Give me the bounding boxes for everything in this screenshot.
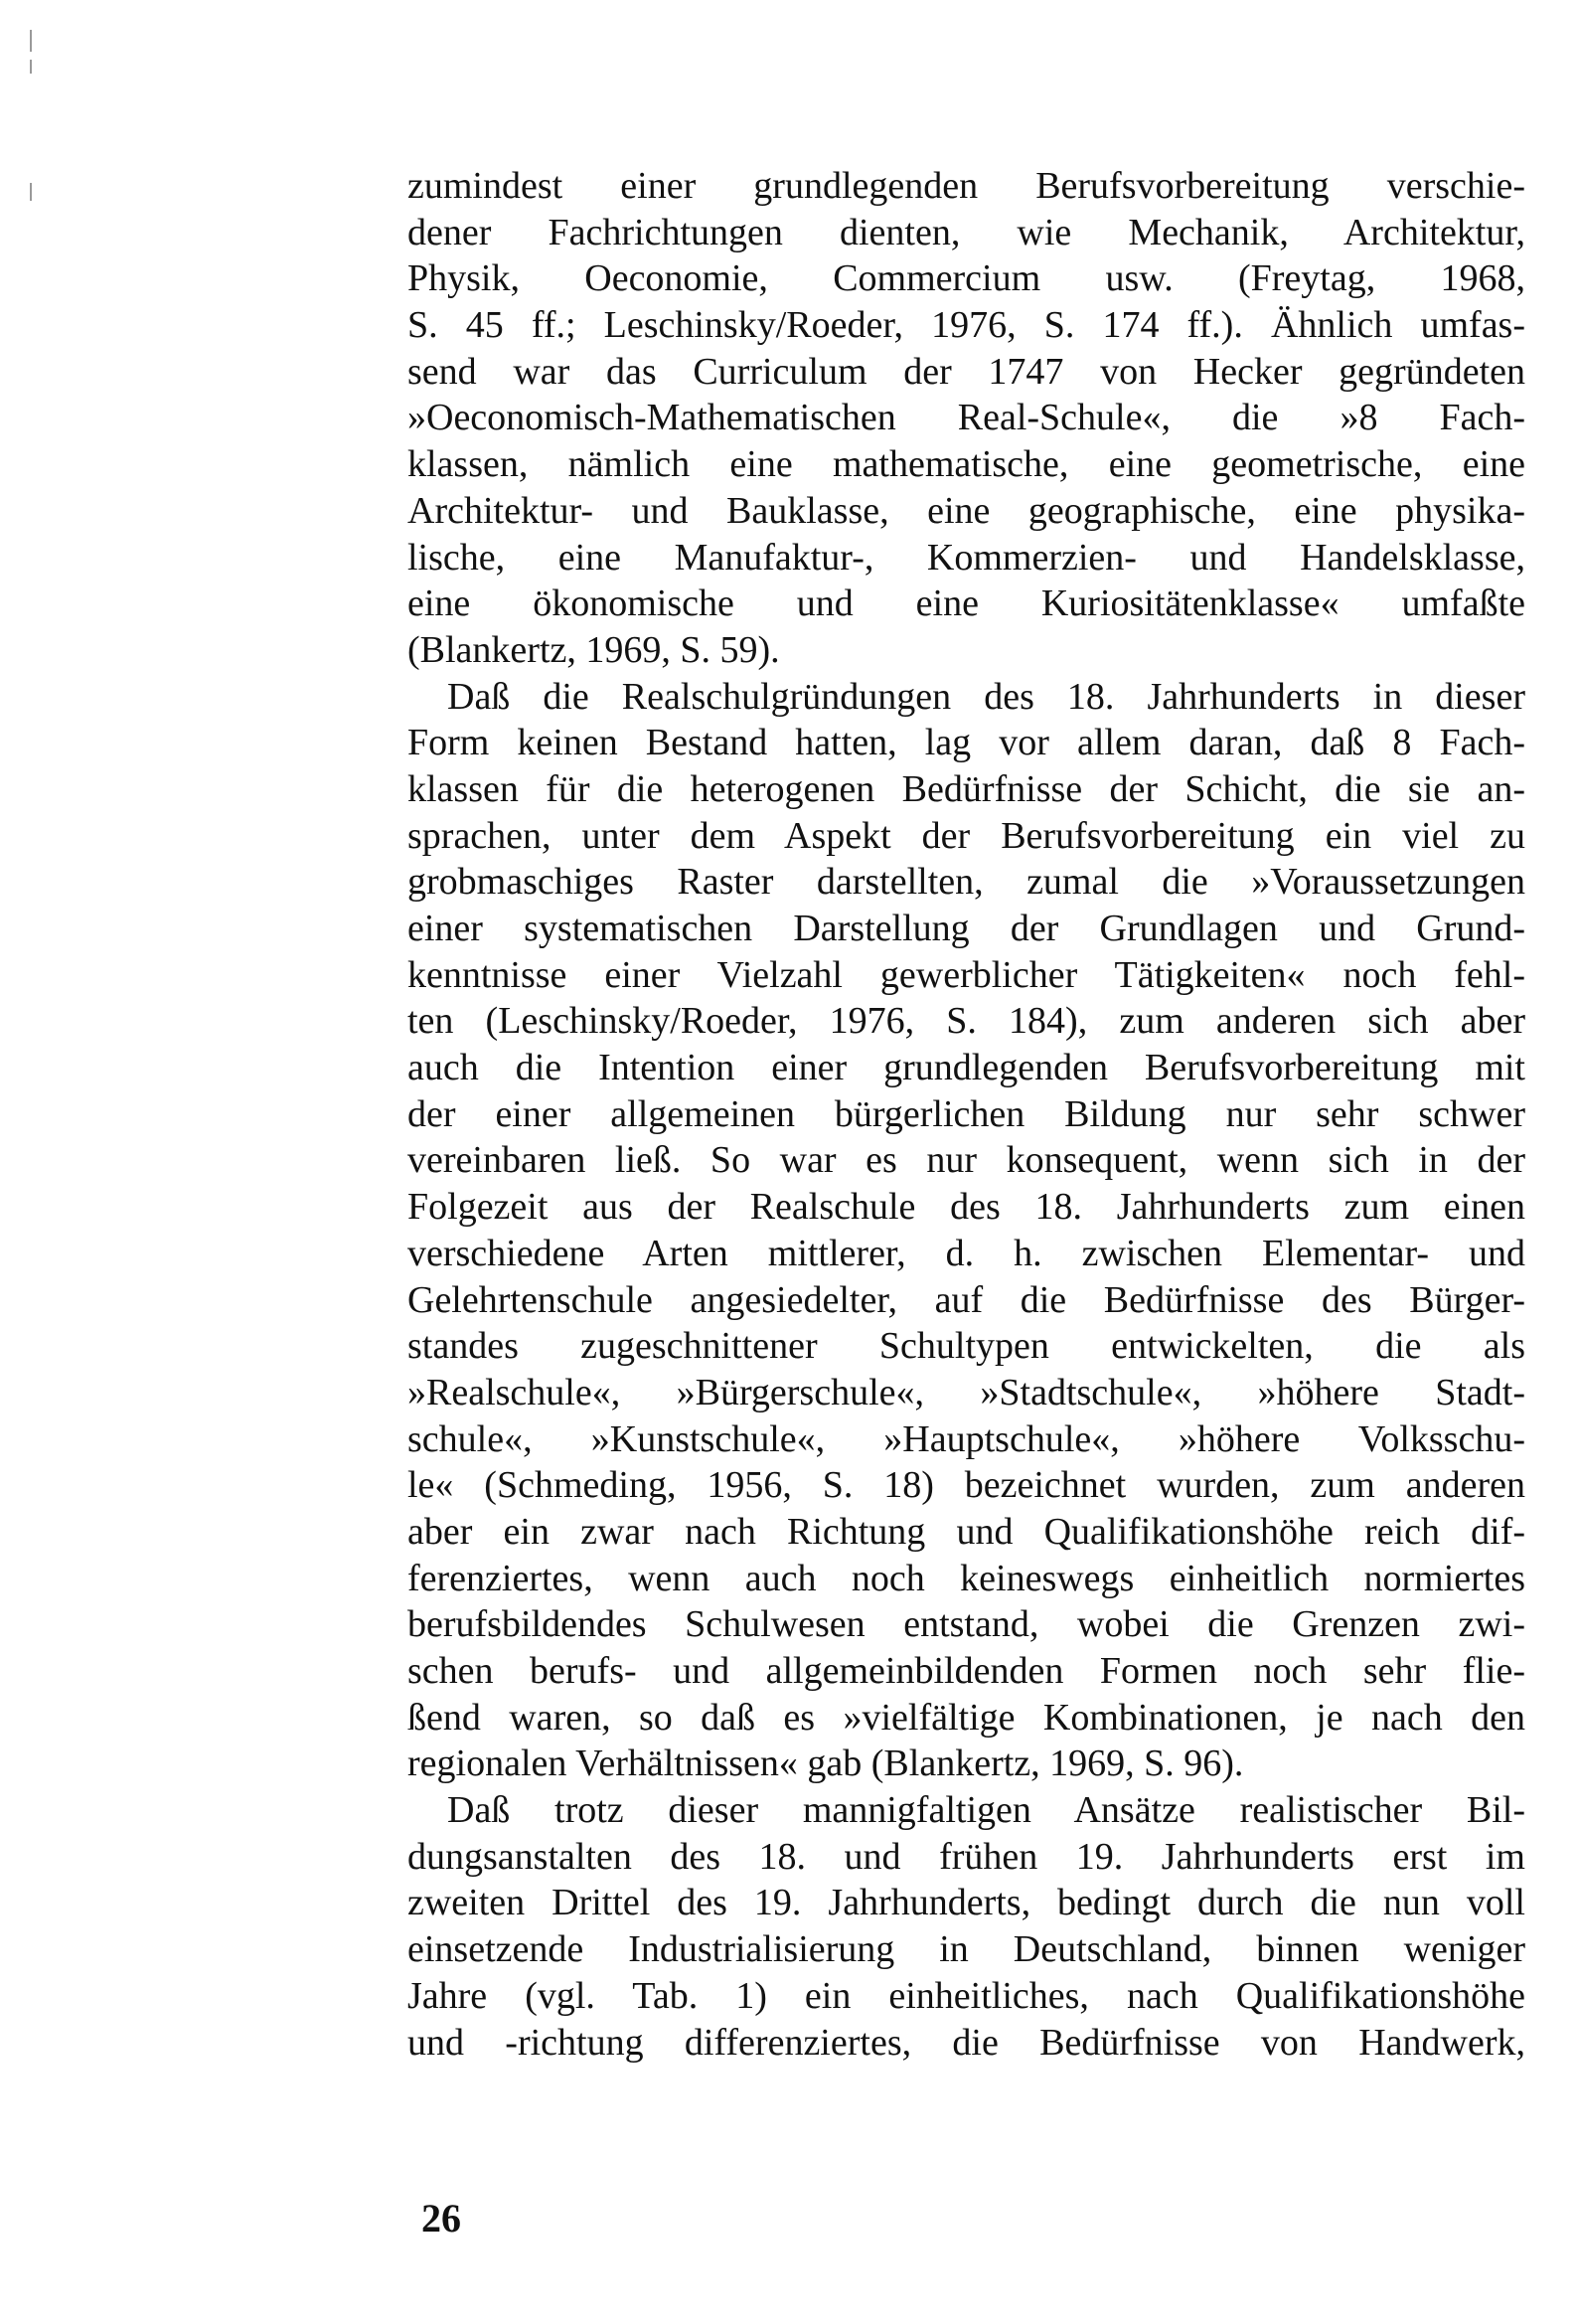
text-line: lische, eine Manufaktur-, Kommerzien- und Handelsklasse, [407,536,1525,579]
scan-speck [30,60,32,74]
text-line: auch die Intention einer grundlegenden Berufsvorbereitung mit [407,1047,1525,1089]
paragraph [407,674,1525,1788]
text-line: grobmaschiges Raster darstellten, zumal die »Voraussetzungen [407,861,1525,904]
text-line: ten (Leschinsky/Roeder, 1976, S. 184), zum anderen sich aber [407,1000,1525,1043]
body-text [407,163,1525,2066]
text-line: berufsbildendes Schulwesen entstand, wobei die Grenzen zwi- [407,1603,1525,1646]
text-line: ßend waren, so daß es »vielfältige Kombinationen, je nach den [407,1696,1525,1739]
text-line: send war das Curriculum der 1747 von Hecker gegründeten [407,350,1525,393]
text-line: regionalen Verhältnissen« gab (Blankertz, 1969, S. 96). [407,1743,1244,1785]
text-line: Gelehrtenschule angesiedelter, auf die Bedürfnisse des Bürger- [407,1278,1525,1321]
text-line: kenntnisse einer Vielzahl gewerblicher Tätigkeiten« noch fehl- [407,953,1525,996]
text-line: zumindest einer grundlegenden Berufsvorbereitung verschie- [407,165,1525,207]
text-line: Daß die Realschulgründungen des 18. Jahrhunderts in dieser [447,675,1525,718]
text-line: dungsanstalten des 18. und frühen 19. Jahrhunderts erst im [407,1835,1525,1878]
text-line: vereinbaren ließ. So war es nur konsequent, wenn sich in der [407,1139,1525,1182]
scan-speck [30,183,32,201]
text-line: »Oeconomisch-Mathematischen Real-Schule«, die »8 Fach- [407,397,1525,439]
text-line: »Realschule«, »Bürgerschule«, »Stadtschule«, »höhere Stadt- [407,1371,1525,1413]
text-line: (Blankertz, 1969, S. 59). [407,628,780,671]
text-line: Architektur- und Bauklasse, eine geographische, eine physika- [407,489,1525,532]
text-line: Physik, Oeconomie, Commercium usw. (Freytag, 1968, [407,257,1525,300]
text-line: einer systematischen Darstellung der Grundlagen und Grund- [407,908,1525,949]
text-line: klassen, nämlich eine mathematische, eine geometrische, eine [407,443,1525,486]
text-line: der einer allgemeinen bürgerlichen Bildung nur sehr schwer [407,1092,1525,1135]
text-line: S. 45 ff.; Leschinsky/Roeder, 1976, S. 174 ff.). Ähnlich umfas- [407,304,1525,347]
text-line: Folgezeit aus der Realschule des 18. Jahrhunderts zum einen [407,1186,1525,1229]
text-line: standes zugeschnittener Schultypen entwickelten, die als [407,1325,1525,1368]
text-line: sprachen, unter dem Aspekt der Berufsvorbereitung ein viel zu [407,814,1525,857]
paragraph [407,163,1525,674]
text-line: eine ökonomische und eine Kuriositätenklasse« umfaßte [407,582,1525,625]
text-line: Form keinen Bestand hatten, lag vor allem daran, daß 8 Fach- [407,722,1525,764]
page-number: 26 [421,2196,461,2241]
text-line: le« (Schmeding, 1956, S. 18) bezeichnet wurden, zum anderen [407,1464,1525,1507]
text-line: schule«, »Kunstschule«, »Hauptschule«, »höhere Volksschu- [407,1417,1525,1460]
text-line: Jahre (vgl. Tab. 1) ein einheitliches, nach Qualifikationshöhe [407,1974,1525,2017]
text-line: einsetzende Industrialisierung in Deutschland, binnen weniger [407,1928,1525,1971]
text-line: zweiten Drittel des 19. Jahrhunderts, bedingt durch die nun voll [407,1882,1525,1924]
text-line: aber ein zwar nach Richtung und Qualifikationshöhe reich dif- [407,1510,1525,1553]
scan-speck [30,30,32,52]
paragraph [407,1787,1525,2066]
text-line: dener Fachrichtungen dienten, wie Mechanik, Architektur, [407,211,1525,253]
text-line: verschiedene Arten mittlerer, d. h. zwischen Elementar- und [407,1232,1525,1274]
text-line: und -richtung differenziertes, die Bedürfnisse von Handwerk, [407,2021,1525,2064]
text-line: ferenziertes, wenn auch noch keineswegs einheitlich normiertes [407,1557,1525,1599]
text-line: Daß trotz dieser mannigfaltigen Ansätze realistischer Bil- [447,1789,1525,1832]
text-line: klassen für die heterogenen Bedürfnisse der Schicht, die sie an- [407,767,1525,810]
text-line: schen berufs- und allgemeinbildenden Formen noch sehr flie- [407,1650,1525,1692]
